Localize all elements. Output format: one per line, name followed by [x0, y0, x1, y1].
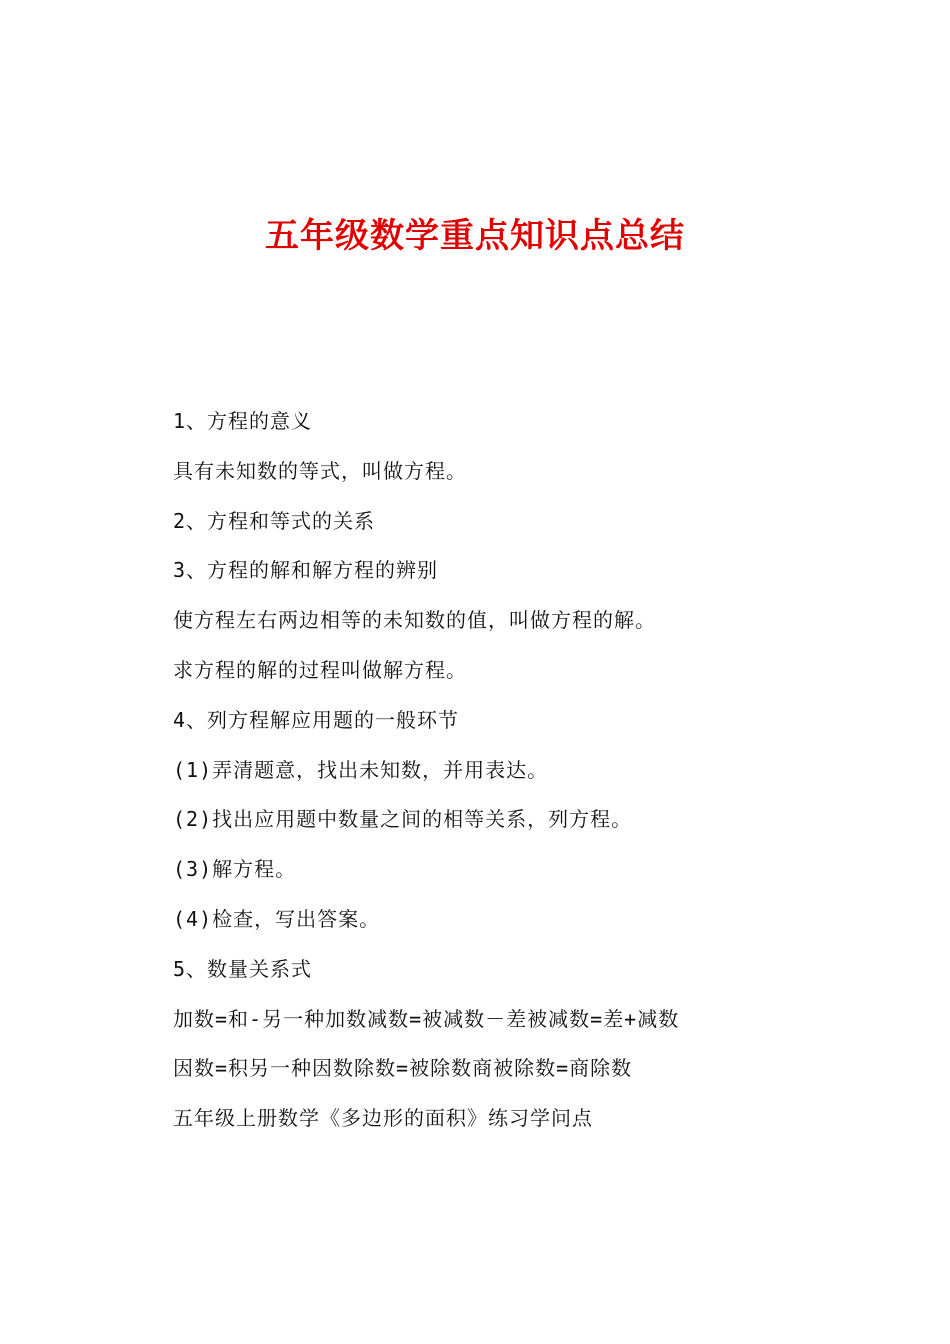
section-heading-equation-meaning: 1、方程的意义 — [173, 409, 313, 433]
list-item-step-2: (2)找出应用题中数量之间的相等关系，列方程。 — [173, 807, 633, 832]
list-item-step-1: (1)弄清题意，找出未知数，并用表达。 — [173, 757, 549, 782]
section-heading-equation-equality-relation: 2、方程和等式的关系 — [173, 508, 376, 533]
list-item-step-3: (3)解方程。 — [173, 857, 297, 882]
paragraph-solving-definition: 求方程的解的过程叫做解方程。 — [173, 657, 467, 682]
section-heading-word-problem-steps: 4、列方程解应用题的一般环节 — [173, 707, 460, 732]
paragraph-multiplication-division-relations: 因数=积另一种因数除数=被除数商被除数=商除数 — [173, 1056, 633, 1081]
paragraph-addition-subtraction-relations: 加数=和-另一种加数减数=被减数－差被减数=差+减数 — [173, 1006, 680, 1031]
document-body — [173, 397, 793, 1144]
section-heading-quantity-relations: 5、数量关系式 — [173, 956, 313, 981]
paragraph-equation-definition: 具有未知数的等式，叫做方程。 — [173, 458, 467, 483]
list-item-step-4: (4)检查，写出答案。 — [173, 906, 381, 931]
paragraph-polygon-area-heading: 五年级上册数学《多边形的面积》练习学问点 — [173, 1106, 593, 1131]
paragraph-solution-definition: 使方程左右两边相等的未知数的值，叫做方程的解。 — [173, 608, 656, 633]
section-heading-solution-vs-solving: 3、方程的解和解方程的辨别 — [173, 558, 439, 583]
document-title: 五年级数学重点知识点总结 — [265, 216, 685, 256]
